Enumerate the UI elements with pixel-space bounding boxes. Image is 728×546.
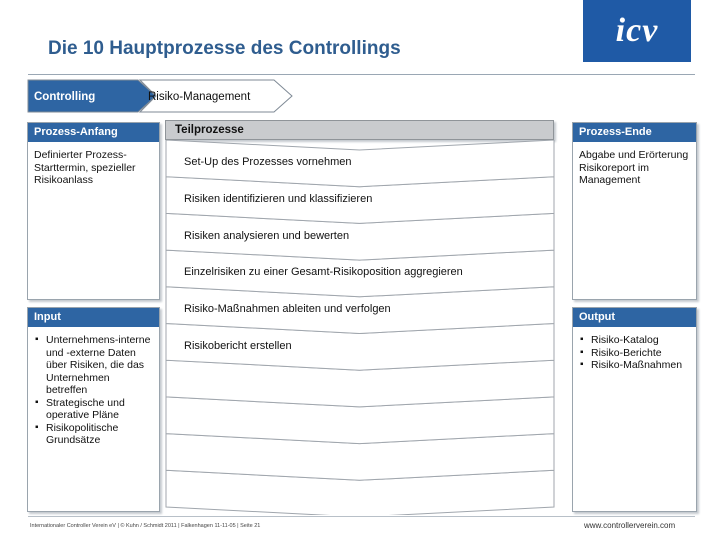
subprocess-step: Risikobericht erstellen bbox=[184, 340, 292, 352]
process-end-text: Abgabe und Erörterung Risikoreport im Management bbox=[579, 149, 689, 186]
output-header: Output bbox=[573, 308, 696, 327]
subprocess-step: Risiken identifizieren und klassifizieren bbox=[184, 193, 373, 205]
logo-text: icv bbox=[615, 12, 659, 49]
subprocess-step: Einzelrisiken zu einer Gesamt-Risikoposition aggregieren bbox=[184, 266, 463, 278]
process-end-header: Prozess-Ende bbox=[573, 123, 696, 142]
footer-website: www.controllerverein.com bbox=[584, 521, 676, 530]
subprocess-step: Risiken analysieren und bewerten bbox=[184, 230, 350, 242]
output-panel bbox=[572, 307, 697, 512]
input-item: ▪ Risikopolitische Grundsätze bbox=[46, 422, 153, 447]
breadcrumb bbox=[26, 78, 296, 118]
input-item: ▪ Strategische und operative Pläne bbox=[46, 397, 153, 422]
process-start-panel bbox=[27, 122, 160, 300]
subprocess-step: Risiko-Maßnahmen ableiten und verfolgen bbox=[184, 303, 391, 315]
icv-logo bbox=[583, 0, 691, 62]
output-item: ▪ Risiko-Berichte bbox=[591, 347, 690, 360]
title-divider bbox=[28, 74, 695, 75]
output-item: ▪ Risiko-Katalog bbox=[591, 334, 690, 347]
input-header: Input bbox=[28, 308, 159, 327]
subprocess-header: Teilprozesse bbox=[165, 120, 554, 140]
process-start-header: Prozess-Anfang bbox=[28, 123, 159, 142]
breadcrumb-risk-label: Risiko-Management bbox=[148, 91, 251, 103]
process-start-text: Definierter Prozess-Starttermin, spezieller Risikoanlass bbox=[34, 149, 136, 186]
footer-copyright: Internationaler Controller Verein eV | © Kuhn / Schmidt 2011 | Falkenhagen 11-11-05 | Seite 21 bbox=[30, 523, 261, 529]
input-panel bbox=[27, 307, 160, 512]
breadcrumb-controlling-label: Controlling bbox=[34, 91, 96, 103]
subprocess-step: Set-Up des Prozesses vornehmen bbox=[184, 156, 352, 168]
output-item: ▪ Risiko-Maßnahmen bbox=[591, 359, 690, 372]
input-item: ▪ Unternehmens-interne und -externe Daten über Risiken, die das Unternehmen betreffen bbox=[46, 334, 153, 397]
process-end-panel bbox=[572, 122, 697, 300]
page-title: Die 10 Hauptprozesse des Controllings bbox=[48, 38, 401, 59]
footer-divider bbox=[28, 516, 695, 517]
